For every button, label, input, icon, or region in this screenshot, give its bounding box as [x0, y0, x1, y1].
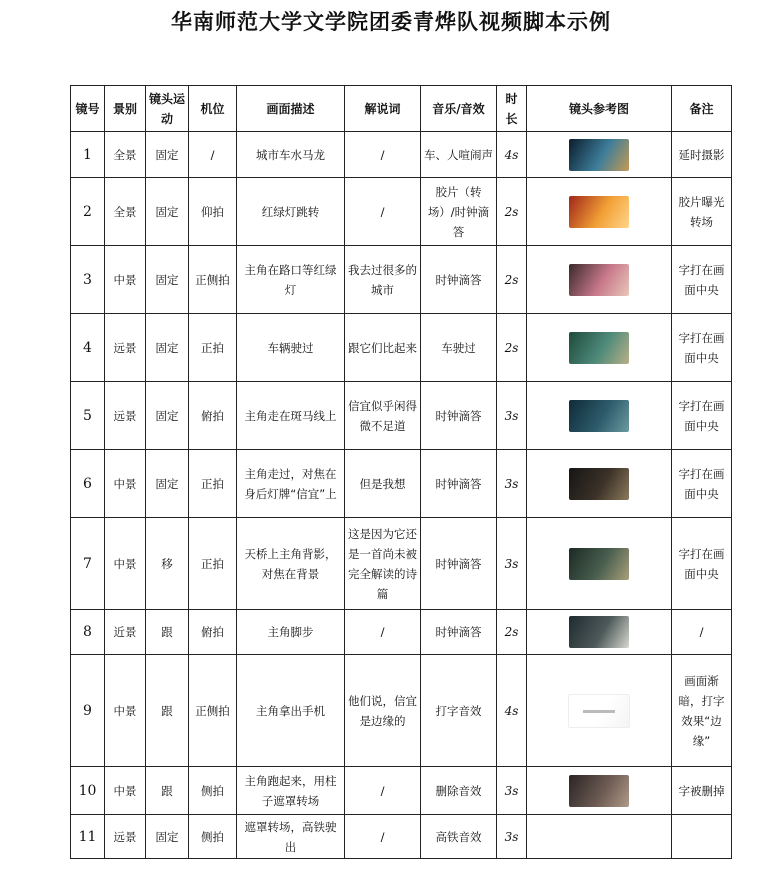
shot-number-cell: 9 — [71, 655, 105, 767]
duration-cell: 2s — [497, 610, 527, 655]
shot-size-cell: 全景 — [105, 132, 146, 178]
reference-image-cell — [527, 610, 672, 655]
narration-cell: 我去过很多的城市 — [345, 246, 421, 314]
shot-number-cell: 10 — [71, 767, 105, 815]
table-row — [71, 314, 732, 382]
narration-cell: 但是我想 — [345, 450, 421, 518]
table-row — [71, 610, 732, 655]
shot-number-cell: 1 — [71, 132, 105, 178]
camera-position-cell: 俯拍 — [189, 610, 237, 655]
shot-number-cell: 2 — [71, 178, 105, 246]
reference-thumbnail — [569, 332, 629, 364]
reference-image-cell — [527, 450, 672, 518]
duration-cell: 3s — [497, 518, 527, 610]
camera-position-cell: 正拍 — [189, 450, 237, 518]
reference-image-cell — [527, 767, 672, 815]
scene-description-cell: 主角拿出手机 — [237, 655, 345, 767]
camera-movement-cell: 固定 — [146, 178, 189, 246]
reference-thumbnail — [568, 694, 630, 728]
music-sound-cell: 时钟滴答 — [421, 382, 497, 450]
shot-number-cell: 4 — [71, 314, 105, 382]
camera-movement-cell: 固定 — [146, 132, 189, 178]
camera-position-cell: 侧拍 — [189, 815, 237, 859]
reference-thumbnail — [569, 264, 629, 296]
header-cell: 机位 — [189, 86, 237, 132]
camera-movement-cell: 固定 — [146, 450, 189, 518]
header-cell: 镜号 — [71, 86, 105, 132]
shot-size-cell: 中景 — [105, 246, 146, 314]
narration-cell: 他们说，信宜是边缘的 — [345, 655, 421, 767]
remarks-cell — [672, 815, 732, 859]
duration-cell: 4s — [497, 132, 527, 178]
scene-description-cell: 遮罩转场，高铁驶出 — [237, 815, 345, 859]
table-row — [71, 815, 732, 859]
reference-image-cell — [527, 132, 672, 178]
shot-size-cell: 远景 — [105, 815, 146, 859]
remarks-cell: 字打在画面中央 — [672, 246, 732, 314]
reference-thumbnail — [569, 400, 629, 432]
music-sound-cell: 时钟滴答 — [421, 518, 497, 610]
table-row — [71, 767, 732, 815]
remarks-cell: 胶片曝光转场 — [672, 178, 732, 246]
music-sound-cell: 车、人喧闹声 — [421, 132, 497, 178]
header-cell: 时长 — [497, 86, 527, 132]
shot-size-cell: 中景 — [105, 767, 146, 815]
narration-cell: 跟它们比起来 — [345, 314, 421, 382]
remarks-cell: 延时摄影 — [672, 132, 732, 178]
reference-thumbnail — [569, 468, 629, 500]
narration-cell: / — [345, 132, 421, 178]
scene-description-cell: 城市车水马龙 — [237, 132, 345, 178]
narration-cell: / — [345, 178, 421, 246]
narration-cell: / — [345, 815, 421, 859]
shot-size-cell: 全景 — [105, 178, 146, 246]
reference-image-cell — [527, 246, 672, 314]
duration-cell: 2s — [497, 246, 527, 314]
table-row — [71, 246, 732, 314]
reference-image-cell — [527, 655, 672, 767]
duration-cell: 3s — [497, 450, 527, 518]
camera-position-cell: 正拍 — [189, 518, 237, 610]
scene-description-cell: 主角在路口等红绿灯 — [237, 246, 345, 314]
table-row — [71, 450, 732, 518]
duration-cell: 3s — [497, 382, 527, 450]
shot-number-cell: 11 — [71, 815, 105, 859]
music-sound-cell: 胶片（转场）/时钟滴答 — [421, 178, 497, 246]
header-cell: 镜头运动 — [146, 86, 189, 132]
scene-description-cell: 车辆驶过 — [237, 314, 345, 382]
header-cell: 音乐/音效 — [421, 86, 497, 132]
shot-size-cell: 近景 — [105, 610, 146, 655]
scene-description-cell: 主角走在斑马线上 — [237, 382, 345, 450]
music-sound-cell: 打字音效 — [421, 655, 497, 767]
header-cell: 画面描述 — [237, 86, 345, 132]
camera-movement-cell: 固定 — [146, 382, 189, 450]
table-row — [71, 178, 732, 246]
reference-image-cell — [527, 314, 672, 382]
header-cell: 镜头参考图 — [527, 86, 672, 132]
remarks-cell: 字打在画面中央 — [672, 382, 732, 450]
music-sound-cell: 删除音效 — [421, 767, 497, 815]
reference-thumbnail — [569, 548, 629, 580]
table-row — [71, 655, 732, 767]
reference-image-cell — [527, 178, 672, 246]
reference-thumbnail — [569, 775, 629, 807]
remarks-cell: 画面渐暗，打字效果“边缘” — [672, 655, 732, 767]
narration-cell: / — [345, 767, 421, 815]
camera-position-cell: 正拍 — [189, 314, 237, 382]
duration-cell: 4s — [497, 655, 527, 767]
narration-cell: / — [345, 610, 421, 655]
shot-number-cell: 5 — [71, 382, 105, 450]
narration-cell: 信宜似乎闲得微不足道 — [345, 382, 421, 450]
camera-movement-cell: 固定 — [146, 246, 189, 314]
music-sound-cell: 时钟滴答 — [421, 246, 497, 314]
remarks-cell: 字打在画面中央 — [672, 450, 732, 518]
remarks-cell: / — [672, 610, 732, 655]
shot-size-cell: 远景 — [105, 382, 146, 450]
reference-image-cell — [527, 518, 672, 610]
camera-position-cell: / — [189, 132, 237, 178]
duration-cell: 3s — [497, 815, 527, 859]
duration-cell: 3s — [497, 767, 527, 815]
camera-movement-cell: 移 — [146, 518, 189, 610]
script-table — [70, 85, 732, 859]
camera-movement-cell: 固定 — [146, 815, 189, 859]
shot-number-cell: 8 — [71, 610, 105, 655]
reference-thumbnail — [569, 616, 629, 648]
page-title: 华南师范大学文学院团委青烨队视频脚本示例 — [171, 10, 611, 34]
camera-position-cell: 正侧拍 — [189, 246, 237, 314]
music-sound-cell: 时钟滴答 — [421, 450, 497, 518]
table-row — [71, 382, 732, 450]
camera-movement-cell: 跟 — [146, 767, 189, 815]
shot-size-cell: 远景 — [105, 314, 146, 382]
camera-movement-cell: 跟 — [146, 655, 189, 767]
narration-cell: 这是因为它还是一首尚未被完全解读的诗篇 — [345, 518, 421, 610]
remarks-cell: 字打在画面中央 — [672, 518, 732, 610]
scene-description-cell: 主角脚步 — [237, 610, 345, 655]
camera-movement-cell: 固定 — [146, 314, 189, 382]
music-sound-cell: 车驶过 — [421, 314, 497, 382]
music-sound-cell: 高铁音效 — [421, 815, 497, 859]
camera-position-cell: 仰拍 — [189, 178, 237, 246]
header-row — [71, 86, 732, 132]
table-row — [71, 518, 732, 610]
camera-position-cell: 侧拍 — [189, 767, 237, 815]
reference-thumbnail — [569, 139, 629, 171]
shot-size-cell: 中景 — [105, 450, 146, 518]
camera-movement-cell: 跟 — [146, 610, 189, 655]
reference-image-cell — [527, 382, 672, 450]
shot-number-cell: 6 — [71, 450, 105, 518]
shot-number-cell: 3 — [71, 246, 105, 314]
scene-description-cell: 主角跑起来，用柱子遮罩转场 — [237, 767, 345, 815]
shot-number-cell: 7 — [71, 518, 105, 610]
reference-image-cell — [527, 815, 672, 859]
remarks-cell: 字被删掉 — [672, 767, 732, 815]
header-cell: 景别 — [105, 86, 146, 132]
table-row — [71, 132, 732, 178]
reference-thumbnail — [569, 196, 629, 228]
music-sound-cell: 时钟滴答 — [421, 610, 497, 655]
scene-description-cell: 主角走过，对焦在身后灯牌“信宜”上 — [237, 450, 345, 518]
scene-description-cell: 红绿灯跳转 — [237, 178, 345, 246]
header-cell: 解说词 — [345, 86, 421, 132]
duration-cell: 2s — [497, 178, 527, 246]
shot-size-cell: 中景 — [105, 518, 146, 610]
scene-description-cell: 天桥上主角背影，对焦在背景 — [237, 518, 345, 610]
header-cell: 备注 — [672, 86, 732, 132]
camera-position-cell: 俯拍 — [189, 382, 237, 450]
duration-cell: 2s — [497, 314, 527, 382]
remarks-cell: 字打在画面中央 — [672, 314, 732, 382]
shot-size-cell: 中景 — [105, 655, 146, 767]
camera-position-cell: 正侧拍 — [189, 655, 237, 767]
